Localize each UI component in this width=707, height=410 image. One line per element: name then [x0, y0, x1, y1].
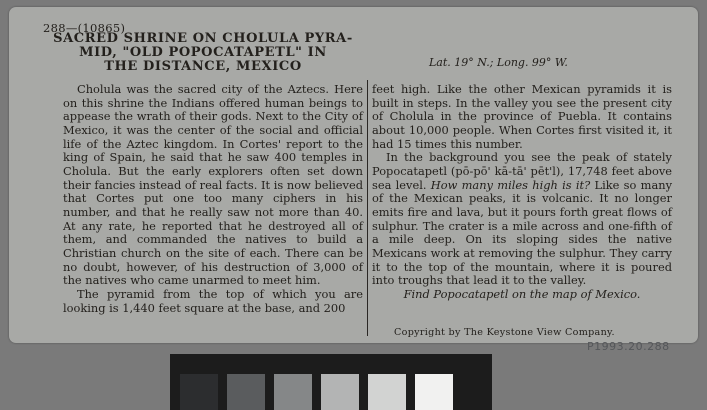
accession-number: P1993.20.288: [587, 340, 670, 353]
coordinates: Lat. 19° N.; Long. 99° W.: [429, 56, 568, 69]
gray-patch: [227, 374, 265, 410]
paragraph-text: In the background you see the peak of stately Popocatapetl (pō-pō' kā-tā' pēt'l), 17,748 feet above sea level.: [372, 150, 672, 192]
gray-patch: [321, 374, 359, 410]
paragraph: Cholula was the sacred city of the Aztecs. Here on this shrine the Indians offered human beings to appease the wrath of their gods. Next to the City of Mexico, it was the center of the social and official life of the Aztec kingdom. In Cortes' report to the king of Spain, he said that he saw 400 temples in Cholula. But the early explorers often set down their fancies instead of real facts. It is now believed that Cortes put one too many ciphers in his number, and that he really saw not more than 40. At any rate, he reported that he destroyed all of them, and commanded the natives to build a Christian church on the site of each. There can be no doubt, however, of his destruction of 3,000 of the natives who came unarmed to meet him.: [63, 82, 363, 288]
gray-patch: [368, 374, 406, 410]
copyright-line: Copyright by The Keystone View Company.: [394, 327, 615, 338]
paragraph: [372, 151, 672, 288]
gray-patch: [180, 374, 218, 410]
map-instruction: Find Popocatapetl on the map of Mexico.: [403, 286, 641, 301]
column-divider: [367, 80, 368, 336]
paragraph-text: Like so many of the Mexican peaks, it is volcanic. It no longer emits fire and lava, but it pours forth great flows of sulphur. The crater is a mile across and one-fifth of a mile deep. On its sloping sides the native Mexicans work at removing the sulphur. They carry it to the top of the mountain, where it is poured into troughs that lead it to the valley.: [372, 177, 673, 288]
title-line: THE DISTANCE, MEXICO: [104, 59, 302, 74]
title-line: MID, "OLD POPOCATAPETL" IN: [79, 45, 327, 60]
catalog-number: 288—(10865): [43, 21, 126, 35]
gray-patch: [415, 374, 453, 410]
color-calibration-chart: [170, 354, 492, 410]
paragraph: feet high. Like the other Mexican pyramids it is built in steps. In the valley you see the present city of Cholula in the province of Puebla. It contains about 10,000 people. When Cortes first visited it, it had 15 times this number.: [372, 82, 672, 151]
gray-patch: [274, 374, 312, 410]
left-column: [63, 83, 363, 315]
stereograph-card: [9, 7, 698, 353]
paragraph: The pyramid from the top of which you are looking is 1,440 feet square at the base, and 200: [63, 286, 363, 315]
title-line: SACRED SHRINE ON CHOLULA PYRA-: [53, 31, 353, 46]
question-text: How many miles high is it?: [430, 177, 591, 192]
card-title: [43, 32, 363, 74]
right-column: [372, 83, 672, 302]
